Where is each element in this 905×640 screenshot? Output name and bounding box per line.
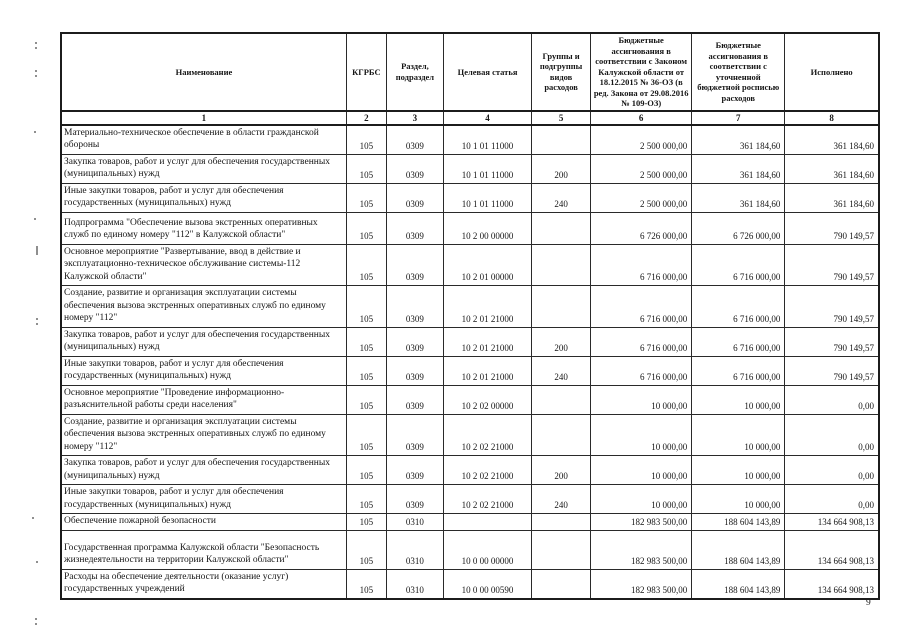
row-executed-amount: 790 149,57 — [785, 244, 879, 286]
row-executed-amount: 361 184,60 — [785, 154, 879, 183]
row-razdel: 0309 — [386, 356, 443, 385]
scan-artifact — [35, 618, 37, 620]
header-name: Наименование — [61, 33, 346, 111]
table-row — [61, 212, 879, 244]
column-number: 6 — [591, 111, 692, 125]
row-budget-law-amount: 2 500 000,00 — [591, 183, 692, 212]
row-expense-group: 240 — [532, 183, 591, 212]
row-razdel: 0309 — [386, 456, 443, 485]
row-razdel: 0309 — [386, 125, 443, 155]
row-razdel: 0309 — [386, 212, 443, 244]
row-expense-group — [532, 244, 591, 286]
row-executed-amount: 0,00 — [785, 414, 879, 456]
row-kgrbs: 105 — [346, 212, 386, 244]
row-kgrbs: 105 — [346, 569, 386, 599]
row-executed-amount: 790 149,57 — [785, 286, 879, 328]
header-razdel-podrazdel: Раздел, подраздел — [386, 33, 443, 111]
row-budget-rospis-amount: 6 716 000,00 — [692, 286, 785, 328]
row-target-article: 10 2 02 00000 — [443, 385, 531, 414]
budget-table — [60, 32, 880, 600]
row-budget-rospis-amount: 361 184,60 — [692, 125, 785, 155]
table-row — [61, 244, 879, 286]
row-budget-rospis-amount: 10 000,00 — [692, 485, 785, 514]
row-name: Основное мероприятие "Развертывание, ввод в действие и эксплуатационно-техническое обслуживание системы-112 Калужской области" — [61, 244, 346, 286]
scan-artifact — [35, 70, 37, 72]
row-target-article: 10 1 01 11000 — [443, 154, 531, 183]
row-kgrbs: 105 — [346, 183, 386, 212]
row-razdel: 0309 — [386, 385, 443, 414]
table-row — [61, 456, 879, 485]
row-razdel: 0310 — [386, 569, 443, 599]
row-razdel: 0310 — [386, 530, 443, 569]
column-number: 3 — [386, 111, 443, 125]
row-name: Основное мероприятие "Проведение информационно-разъяснительной работы среди населения" — [61, 385, 346, 414]
row-budget-law-amount: 6 726 000,00 — [591, 212, 692, 244]
row-expense-group — [532, 125, 591, 155]
row-budget-rospis-amount: 10 000,00 — [692, 414, 785, 456]
row-name: Подпрограмма "Обеспечение вызова экстренных оперативных служб по единому номеру "112" в Калужской области" — [61, 212, 346, 244]
row-executed-amount: 790 149,57 — [785, 327, 879, 356]
row-budget-law-amount: 182 983 500,00 — [591, 514, 692, 531]
row-kgrbs: 105 — [346, 244, 386, 286]
header-row — [61, 33, 879, 111]
row-razdel: 0309 — [386, 327, 443, 356]
row-executed-amount: 361 184,60 — [785, 125, 879, 155]
row-razdel: 0310 — [386, 514, 443, 531]
row-razdel: 0309 — [386, 154, 443, 183]
row-target-article: 10 2 01 00000 — [443, 244, 531, 286]
row-budget-law-amount: 6 716 000,00 — [591, 244, 692, 286]
column-number: 4 — [443, 111, 531, 125]
row-budget-rospis-amount: 6 726 000,00 — [692, 212, 785, 244]
table-row — [61, 569, 879, 599]
row-budget-law-amount: 6 716 000,00 — [591, 327, 692, 356]
row-executed-amount: 134 664 908,13 — [785, 530, 879, 569]
row-budget-law-amount: 182 983 500,00 — [591, 569, 692, 599]
scan-artifact — [35, 42, 37, 44]
row-kgrbs: 105 — [346, 485, 386, 514]
row-budget-law-amount: 10 000,00 — [591, 385, 692, 414]
row-budget-rospis-amount: 6 716 000,00 — [692, 327, 785, 356]
table-row — [61, 125, 879, 155]
row-target-article: 10 1 01 11000 — [443, 183, 531, 212]
scan-artifact — [36, 246, 38, 255]
row-target-article: 10 0 00 00590 — [443, 569, 531, 599]
row-budget-rospis-amount: 188 604 143,89 — [692, 569, 785, 599]
row-target-article: 10 0 00 00000 — [443, 530, 531, 569]
row-kgrbs: 105 — [346, 385, 386, 414]
table-body — [61, 125, 879, 599]
row-budget-rospis-amount: 10 000,00 — [692, 385, 785, 414]
scan-artifact — [32, 517, 34, 519]
row-expense-group: 200 — [532, 327, 591, 356]
row-expense-group — [532, 514, 591, 531]
column-number: 8 — [785, 111, 879, 125]
table-header — [61, 33, 879, 125]
column-number: 7 — [692, 111, 785, 125]
row-target-article: 10 2 01 21000 — [443, 356, 531, 385]
scan-artifact — [34, 218, 36, 220]
page-number: 9 — [866, 598, 871, 608]
row-expense-group — [532, 569, 591, 599]
row-target-article: 10 2 02 21000 — [443, 414, 531, 456]
row-kgrbs: 105 — [346, 154, 386, 183]
row-name: Создание, развитие и организация эксплуатации системы обеспечения вызова экстренных оперативных служб по единому номеру "112" — [61, 286, 346, 328]
row-budget-law-amount: 10 000,00 — [591, 456, 692, 485]
row-kgrbs: 105 — [346, 327, 386, 356]
row-budget-rospis-amount: 10 000,00 — [692, 456, 785, 485]
row-target-article: 10 2 01 21000 — [443, 327, 531, 356]
row-kgrbs: 105 — [346, 414, 386, 456]
header-kgrbs: КГРБС — [346, 33, 386, 111]
row-name: Закупка товаров, работ и услуг для обеспечения государственных (муниципальных) нужд — [61, 154, 346, 183]
row-budget-rospis-amount: 188 604 143,89 — [692, 514, 785, 531]
column-number: 2 — [346, 111, 386, 125]
row-budget-rospis-amount: 6 716 000,00 — [692, 244, 785, 286]
row-expense-group: 240 — [532, 485, 591, 514]
table-row — [61, 385, 879, 414]
row-kgrbs: 105 — [346, 286, 386, 328]
row-name: Государственная программа Калужской области "Безопасность жизнедеятельности на территории Калужской области" — [61, 530, 346, 569]
row-budget-rospis-amount: 188 604 143,89 — [692, 530, 785, 569]
table-row — [61, 154, 879, 183]
row-budget-law-amount: 10 000,00 — [591, 485, 692, 514]
row-target-article — [443, 514, 531, 531]
table-row — [61, 414, 879, 456]
row-expense-group: 200 — [532, 456, 591, 485]
column-number: 5 — [532, 111, 591, 125]
row-target-article: 10 2 01 21000 — [443, 286, 531, 328]
row-kgrbs: 105 — [346, 530, 386, 569]
row-budget-law-amount: 2 500 000,00 — [591, 154, 692, 183]
row-budget-law-amount: 182 983 500,00 — [591, 530, 692, 569]
row-executed-amount: 790 149,57 — [785, 356, 879, 385]
table-row — [61, 530, 879, 569]
row-budget-law-amount: 6 716 000,00 — [591, 286, 692, 328]
column-number: 1 — [61, 111, 346, 125]
row-budget-law-amount: 10 000,00 — [591, 414, 692, 456]
table-row — [61, 514, 879, 531]
row-razdel: 0309 — [386, 244, 443, 286]
row-expense-group — [532, 530, 591, 569]
row-name: Создание, развитие и организация эксплуатации системы обеспечения вызова экстренных оперативных служб по единому номеру "112" — [61, 414, 346, 456]
row-budget-rospis-amount: 361 184,60 — [692, 183, 785, 212]
header-executed: Исполнено — [785, 33, 879, 111]
row-kgrbs: 105 — [346, 356, 386, 385]
table-row — [61, 356, 879, 385]
row-target-article: 10 2 00 00000 — [443, 212, 531, 244]
row-name: Закупка товаров, работ и услуг для обеспечения государственных (муниципальных) нужд — [61, 456, 346, 485]
table-row — [61, 327, 879, 356]
row-name: Материально-техническое обеспечение в области гражданской обороны — [61, 125, 346, 155]
row-expense-group — [532, 385, 591, 414]
header-budget-rospis: Бюджетные ассигнования в соответствии с уточненной бюджетной росписью расходов — [692, 33, 785, 111]
row-kgrbs: 105 — [346, 456, 386, 485]
row-budget-law-amount: 6 716 000,00 — [591, 356, 692, 385]
row-expense-group — [532, 212, 591, 244]
scan-artifact — [36, 561, 38, 563]
table-row — [61, 286, 879, 328]
table-row — [61, 183, 879, 212]
row-target-article: 10 2 02 21000 — [443, 456, 531, 485]
row-target-article: 10 2 02 21000 — [443, 485, 531, 514]
row-name: Закупка товаров, работ и услуг для обеспечения государственных (муниципальных) нужд — [61, 327, 346, 356]
header-target-article: Целевая статья — [443, 33, 531, 111]
row-target-article: 10 1 01 11000 — [443, 125, 531, 155]
row-executed-amount: 134 664 908,13 — [785, 569, 879, 599]
row-name: Иные закупки товаров, работ и услуг для обеспечения государственных (муниципальных) нужд — [61, 356, 346, 385]
row-expense-group — [532, 286, 591, 328]
header-expense-groups: Группы и подгруппы видов расходов — [532, 33, 591, 111]
row-expense-group — [532, 414, 591, 456]
row-kgrbs: 105 — [346, 125, 386, 155]
column-number-row — [61, 111, 879, 125]
row-expense-group: 200 — [532, 154, 591, 183]
row-name: Расходы на обеспечение деятельности (оказание услуг) государственных учреждений — [61, 569, 346, 599]
row-executed-amount: 0,00 — [785, 456, 879, 485]
row-razdel: 0309 — [386, 183, 443, 212]
row-budget-law-amount: 2 500 000,00 — [591, 125, 692, 155]
row-razdel: 0309 — [386, 414, 443, 456]
row-executed-amount: 361 184,60 — [785, 183, 879, 212]
scan-artifact — [34, 131, 36, 133]
row-razdel: 0309 — [386, 485, 443, 514]
row-executed-amount: 134 664 908,13 — [785, 514, 879, 531]
row-name: Иные закупки товаров, работ и услуг для обеспечения государственных (муниципальных) нужд — [61, 183, 346, 212]
row-razdel: 0309 — [386, 286, 443, 328]
row-executed-amount: 0,00 — [785, 385, 879, 414]
row-executed-amount: 0,00 — [785, 485, 879, 514]
row-executed-amount: 790 149,57 — [785, 212, 879, 244]
table-row — [61, 485, 879, 514]
row-name: Иные закупки товаров, работ и услуг для обеспечения государственных (муниципальных) нужд — [61, 485, 346, 514]
scan-artifact — [36, 318, 38, 320]
row-expense-group: 240 — [532, 356, 591, 385]
row-kgrbs: 105 — [346, 514, 386, 531]
row-budget-rospis-amount: 361 184,60 — [692, 154, 785, 183]
row-name: Обеспечение пожарной безопасности — [61, 514, 346, 531]
row-budget-rospis-amount: 6 716 000,00 — [692, 356, 785, 385]
header-budget-law: Бюджетные ассигнования в соответствии с Законом Калужской области от 18.12.2015 № 36-ОЗ (в ред. Закона от 29.08.2016 № 109-ОЗ) — [591, 33, 692, 111]
